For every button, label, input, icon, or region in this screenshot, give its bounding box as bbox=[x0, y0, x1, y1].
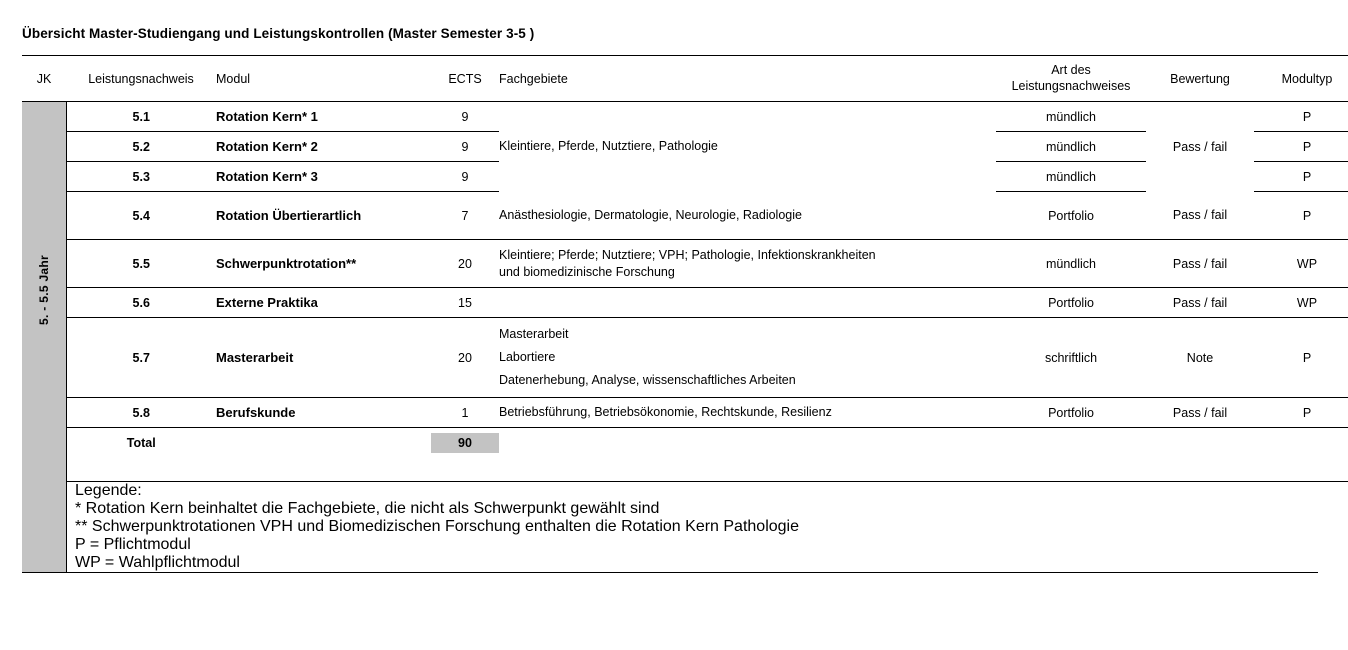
row-art: Portfolio bbox=[996, 288, 1146, 318]
table-row bbox=[22, 398, 1348, 428]
row-subjects bbox=[499, 240, 996, 288]
table-header-row bbox=[22, 56, 1348, 102]
total-empty-modul bbox=[216, 428, 431, 458]
row-subjects-line2: Labortiere bbox=[499, 349, 556, 364]
row-bewertung: Pass / fail bbox=[1146, 398, 1254, 428]
row-bewertung: Pass / fail bbox=[1146, 192, 1254, 240]
legend-year-band bbox=[22, 482, 67, 572]
row-ects: 9 bbox=[431, 132, 499, 162]
table-bottom-spacer bbox=[22, 458, 1348, 482]
row-module: Rotation Übertierartlich bbox=[216, 192, 431, 240]
legend-line-4: WP = Wahlpflichtmodul bbox=[75, 554, 240, 571]
row-module: Masterarbeit bbox=[216, 318, 431, 398]
page-title: Übersicht Master-Studiengang und Leistungskontrollen (Master Semester 3-5 ) bbox=[22, 26, 535, 41]
row-number: 5.8 bbox=[66, 398, 216, 428]
row-module: Rotation Kern* 1 bbox=[216, 102, 431, 132]
row-art: mündlich bbox=[996, 102, 1146, 132]
row-number: 5.4 bbox=[66, 192, 216, 240]
year-band bbox=[22, 102, 66, 482]
spacer-ln bbox=[66, 458, 216, 482]
row-module: Rotation Kern* 2 bbox=[216, 132, 431, 162]
total-label: Total bbox=[126, 435, 156, 450]
row-art: mündlich bbox=[996, 162, 1146, 192]
table-row bbox=[22, 288, 1348, 318]
row-subjects: Kleintiere, Pferde, Nutztiere, Pathologie bbox=[499, 102, 996, 192]
row-art: schriftlich bbox=[996, 318, 1146, 398]
spacer-bew bbox=[1146, 458, 1254, 482]
header-modul: Modul bbox=[216, 56, 431, 102]
row-subjects-line3: Datenerhebung, Analyse, wissenschaftliches Arbeiten bbox=[499, 373, 796, 388]
row-module: Berufskunde bbox=[216, 398, 431, 428]
row-subjects-line2: und biomedizinische Forschung bbox=[499, 264, 675, 279]
header-ects: ECTS bbox=[431, 56, 499, 102]
legend-title: Legende: bbox=[75, 482, 142, 499]
row-bewertung: Pass / fail bbox=[1146, 240, 1254, 288]
row-modultyp: P bbox=[1254, 318, 1348, 398]
table-row bbox=[22, 240, 1348, 288]
row-ects: 7 bbox=[431, 192, 499, 240]
row-modultyp: P bbox=[1254, 132, 1348, 162]
row-ects: 1 bbox=[431, 398, 499, 428]
total-empty-art bbox=[996, 428, 1146, 458]
row-subjects-line1: Kleintiere; Pferde; Nutztiere; VPH; Pathologie, Infektionskrankheiten bbox=[499, 247, 876, 262]
header-fachgebiete: Fachgebiete bbox=[499, 56, 996, 102]
header-bewertung: Bewertung bbox=[1146, 56, 1254, 102]
row-modultyp: P bbox=[1254, 398, 1348, 428]
total-ects bbox=[431, 428, 499, 458]
spacer-mod bbox=[216, 458, 431, 482]
legend-body bbox=[67, 482, 1318, 572]
header-art-des-leistungsnachweises bbox=[996, 56, 1146, 102]
row-art: mündlich bbox=[996, 132, 1146, 162]
table-row bbox=[22, 192, 1348, 240]
legend-line-3: P = Pflichtmodul bbox=[75, 536, 191, 553]
spacer-fach bbox=[499, 458, 996, 482]
total-empty-bew bbox=[1146, 428, 1254, 458]
row-bewertung: Note bbox=[1146, 318, 1254, 398]
row-ects: 20 bbox=[431, 240, 499, 288]
row-ects: 9 bbox=[431, 162, 499, 192]
row-modultyp: WP bbox=[1254, 288, 1348, 318]
spacer-typ bbox=[1254, 458, 1348, 482]
legend-line-2: ** Schwerpunktrotationen VPH und Biomedizischen Forschung enthalten die Rotation Kern Pathologie bbox=[75, 518, 799, 535]
row-subjects: Betriebsführung, Betriebsökonomie, Rechtskunde, Resilienz bbox=[499, 398, 996, 428]
header-jk: JK bbox=[22, 56, 66, 102]
row-number: 5.3 bbox=[66, 162, 216, 192]
total-ects-value: 90 bbox=[431, 433, 499, 453]
legend-wrap bbox=[22, 482, 1318, 572]
row-modultyp: P bbox=[1254, 192, 1348, 240]
row-module: Externe Praktika bbox=[216, 288, 431, 318]
header-art-line2: Leistungsnachweises bbox=[1011, 78, 1131, 93]
spacer-art bbox=[996, 458, 1146, 482]
row-number: 5.5 bbox=[66, 240, 216, 288]
row-bewertung: Pass / fail bbox=[1146, 288, 1254, 318]
row-number: 5.6 bbox=[66, 288, 216, 318]
row-art: Portfolio bbox=[996, 192, 1146, 240]
legend-line-1: * Rotation Kern beinhaltet die Fachgebiete, die nicht als Schwerpunkt gewählt sind bbox=[75, 500, 660, 517]
row-ects: 20 bbox=[431, 318, 499, 398]
total-empty-fach bbox=[499, 428, 996, 458]
header-art-line1: Art des bbox=[1051, 62, 1091, 77]
row-modultyp: WP bbox=[1254, 240, 1348, 288]
row-ects: 9 bbox=[431, 102, 499, 132]
row-art: Portfolio bbox=[996, 398, 1146, 428]
row-module: Schwerpunktrotation** bbox=[216, 240, 431, 288]
row-ects: 15 bbox=[431, 288, 499, 318]
row-modultyp: P bbox=[1254, 102, 1348, 132]
legend-section bbox=[22, 482, 1318, 573]
row-art: mündlich bbox=[996, 240, 1146, 288]
table-row bbox=[22, 102, 1348, 132]
row-subjects bbox=[499, 318, 996, 398]
row-module: Rotation Kern* 3 bbox=[216, 162, 431, 192]
row-number: 5.1 bbox=[66, 102, 216, 132]
year-band-label: 5. - 5.5 Jahr bbox=[36, 255, 51, 326]
table-row bbox=[22, 318, 1348, 398]
row-subjects bbox=[499, 288, 996, 318]
row-number: 5.2 bbox=[66, 132, 216, 162]
row-bewertung: Pass / fail bbox=[1146, 102, 1254, 192]
header-modultyp: Modultyp bbox=[1254, 56, 1348, 102]
curriculum-table bbox=[22, 55, 1348, 482]
header-leistungsnachweis: Leistungsnachweis bbox=[66, 56, 216, 102]
row-number: 5.7 bbox=[66, 318, 216, 398]
total-row bbox=[22, 428, 1348, 458]
row-subjects: Anästhesiologie, Dermatologie, Neurologie, Radiologie bbox=[499, 192, 996, 240]
row-subjects-line1: Masterarbeit bbox=[499, 326, 569, 341]
spacer-ects bbox=[431, 458, 499, 482]
total-empty-typ bbox=[1254, 428, 1348, 458]
row-modultyp: P bbox=[1254, 162, 1348, 192]
